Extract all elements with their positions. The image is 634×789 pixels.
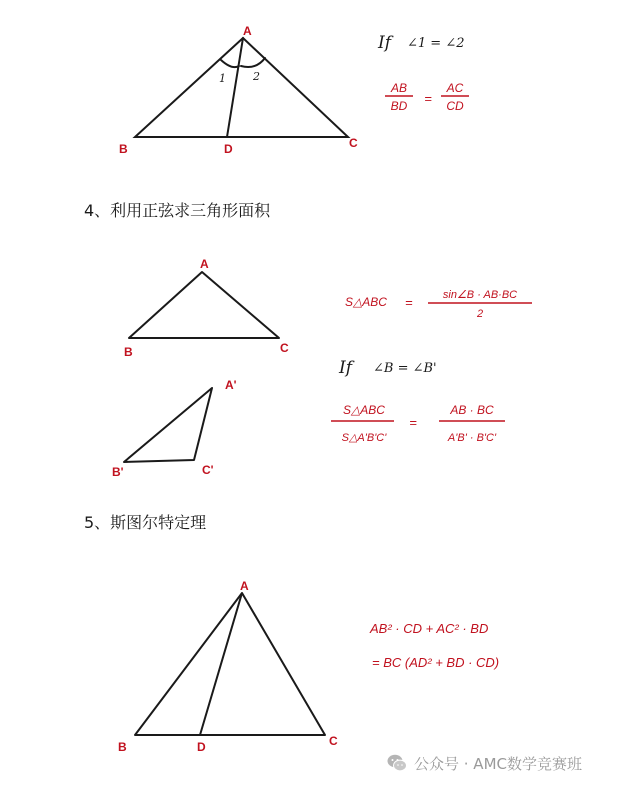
ratio2-right-num: AB · BC <box>450 403 494 417</box>
point-a-prime: A' <box>225 378 237 392</box>
point-b-3: B <box>118 740 127 754</box>
stewart-line-2: = BC (AD² + BD · CD) <box>372 655 500 670</box>
angle-arc-2 <box>241 58 265 67</box>
figure-sine-area <box>124 272 279 462</box>
condition-if-2: If <box>339 358 353 378</box>
condition-if-1: If <box>378 33 392 53</box>
ratio2-right-den: A'B' · B'C' <box>447 432 497 444</box>
ratio1-left-den: BD <box>390 99 408 113</box>
point-d-3: D <box>197 740 206 754</box>
point-a-2: A <box>200 257 209 271</box>
area-lhs: S△ABC <box>345 295 387 309</box>
condition-expr-2: ∠B = ∠B' <box>373 361 437 376</box>
ratio2-left-den: S△A'B'C' <box>341 432 387 444</box>
area-num: sin∠B · AB·BC <box>442 289 518 301</box>
point-c-3: C <box>329 734 338 748</box>
watermark-text: 公众号 · AMC数学竞赛班 <box>414 754 582 773</box>
ratio1-left-num: AB <box>390 81 408 95</box>
point-b-2: B <box>124 345 133 359</box>
segment-ad-1 <box>227 38 243 137</box>
segment-ad-3 <box>200 593 242 735</box>
condition-expr-1: ∠1 = ∠2 <box>407 36 465 51</box>
ratio1-eq: = <box>424 91 432 106</box>
stewart-line-1: AB² · CD + AC² · BD <box>370 621 489 636</box>
point-a-1: A <box>243 24 252 38</box>
ratio2-left-num: S△ABC <box>343 403 385 417</box>
figure-angle-bisector <box>135 38 348 137</box>
point-a-3: A <box>240 579 249 593</box>
heading-sine-area: 4、利用正弦求三角形面积 <box>84 201 271 220</box>
ratio1-right-den: CD <box>446 99 464 113</box>
point-b-prime: B' <box>112 465 124 479</box>
angle-label-1: 1 <box>219 72 226 85</box>
area-den: 2 <box>476 308 484 320</box>
triangle-a2b2c2 <box>124 388 212 462</box>
angle-label-2: 2 <box>253 70 260 83</box>
angle-arc-1 <box>221 60 239 67</box>
point-d-1: D <box>224 142 233 156</box>
point-b-1: B <box>119 142 128 156</box>
ratio1-right-num: AC <box>446 81 464 95</box>
ratio2-eq: = <box>409 415 417 430</box>
triangle-abc-2 <box>129 272 279 338</box>
area-eq: = <box>405 295 413 310</box>
watermark <box>386 752 582 774</box>
point-c-prime: C' <box>202 463 214 477</box>
figure-stewart <box>135 593 325 735</box>
heading-stewart: 5、斯图尔特定理 <box>84 513 207 532</box>
point-c-2: C <box>280 341 289 355</box>
triangle-abc-3 <box>135 593 325 735</box>
wechat-icon <box>386 752 408 774</box>
point-c-1: C <box>349 136 358 150</box>
